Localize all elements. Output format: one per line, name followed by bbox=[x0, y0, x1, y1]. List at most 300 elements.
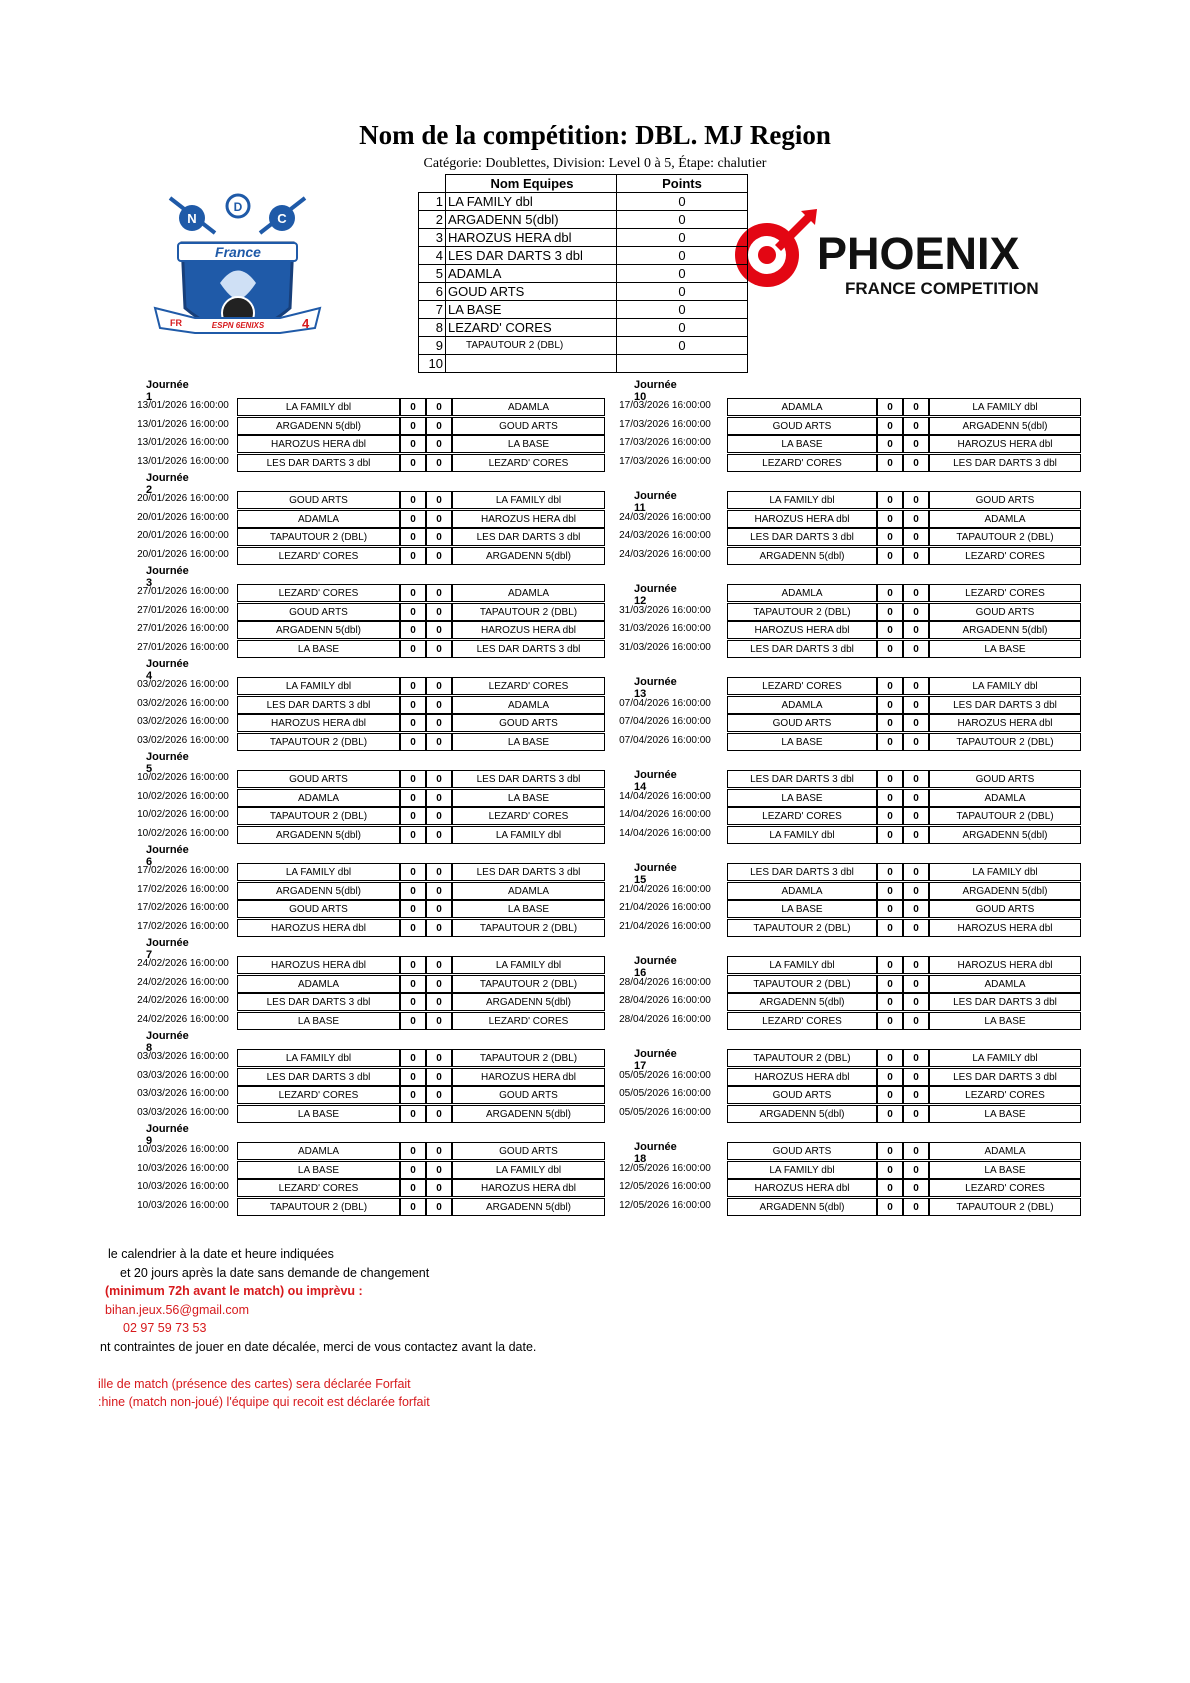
away-score[interactable]: 0 bbox=[903, 677, 929, 695]
away-team: GOUD ARTS bbox=[929, 900, 1081, 918]
away-team: GOUD ARTS bbox=[929, 603, 1081, 621]
away-score[interactable]: 0 bbox=[903, 1012, 929, 1030]
away-score[interactable]: 0 bbox=[426, 807, 452, 825]
away-score[interactable]: 0 bbox=[903, 1161, 929, 1179]
away-score[interactable]: 0 bbox=[426, 1198, 452, 1216]
standings-rank: 10 bbox=[419, 355, 446, 373]
home-score[interactable]: 0 bbox=[877, 993, 903, 1011]
home-team: GOUD ARTS bbox=[237, 900, 400, 918]
match-date: 03/03/2026 16:00:00 bbox=[137, 1069, 229, 1081]
away-score[interactable]: 0 bbox=[426, 789, 452, 807]
home-score[interactable]: 0 bbox=[877, 1012, 903, 1030]
phoenix-brand-text: PHOENIX bbox=[817, 228, 1020, 279]
home-team: GOUD ARTS bbox=[727, 417, 877, 435]
away-score[interactable]: 0 bbox=[426, 714, 452, 732]
svg-text:France: France bbox=[215, 244, 261, 260]
home-score[interactable]: 0 bbox=[400, 584, 426, 602]
away-team: GOUD ARTS bbox=[452, 1086, 605, 1104]
away-score[interactable]: 0 bbox=[426, 547, 452, 565]
away-score[interactable]: 0 bbox=[903, 1068, 929, 1086]
home-score[interactable]: 0 bbox=[400, 640, 426, 658]
home-team: ADAMLA bbox=[237, 1142, 400, 1160]
match-date: 10/02/2026 16:00:00 bbox=[137, 772, 229, 783]
home-score[interactable]: 0 bbox=[400, 863, 426, 881]
away-score[interactable]: 0 bbox=[426, 733, 452, 751]
away-score[interactable]: 0 bbox=[426, 1068, 452, 1086]
match-date: 10/02/2026 16:00:00 bbox=[137, 790, 229, 802]
away-team: ARGADENN 5(dbl) bbox=[929, 417, 1081, 435]
standings-points bbox=[617, 355, 748, 373]
away-score[interactable]: 0 bbox=[903, 1105, 929, 1123]
away-team: LA BASE bbox=[452, 733, 605, 751]
away-score[interactable]: 0 bbox=[426, 882, 452, 900]
match-row bbox=[237, 1105, 605, 1123]
match-row bbox=[727, 603, 1081, 621]
home-team: TAPAUTOUR 2 (DBL) bbox=[237, 528, 400, 546]
away-score[interactable]: 0 bbox=[426, 1179, 452, 1197]
standings-header-points: Points bbox=[617, 175, 748, 193]
home-score[interactable]: 0 bbox=[877, 621, 903, 639]
match-date: 13/01/2026 16:00:00 bbox=[137, 400, 229, 411]
match-date: 21/04/2026 16:00:00 bbox=[619, 902, 711, 914]
home-team: TAPAUTOUR 2 (DBL) bbox=[237, 733, 400, 751]
match-date: 03/02/2026 16:00:00 bbox=[137, 679, 229, 690]
home-score[interactable]: 0 bbox=[877, 770, 903, 788]
away-score[interactable]: 0 bbox=[903, 863, 929, 881]
match-row bbox=[727, 993, 1081, 1011]
standings-row bbox=[419, 265, 748, 283]
match-row bbox=[727, 882, 1081, 900]
match-row bbox=[237, 807, 605, 825]
away-score[interactable]: 0 bbox=[903, 603, 929, 621]
home-team: LA BASE bbox=[727, 435, 877, 453]
home-score[interactable]: 0 bbox=[877, 547, 903, 565]
home-score[interactable]: 0 bbox=[400, 1012, 426, 1030]
away-score[interactable]: 0 bbox=[426, 435, 452, 453]
home-team: ADAMLA bbox=[237, 789, 400, 807]
round-label: Journée 9 bbox=[146, 1123, 189, 1147]
match-date: 31/03/2026 16:00:00 bbox=[619, 641, 711, 653]
match-row bbox=[727, 491, 1081, 509]
match-row bbox=[237, 956, 605, 974]
away-score[interactable]: 0 bbox=[426, 900, 452, 918]
away-score[interactable]: 0 bbox=[426, 454, 452, 472]
standings-rank: 8 bbox=[419, 319, 446, 337]
away-team: LEZARD' CORES bbox=[929, 584, 1081, 602]
home-score[interactable]: 0 bbox=[400, 1086, 426, 1104]
away-team: ARGADENN 5(dbl) bbox=[452, 993, 605, 1011]
home-team: LA FAMILY dbl bbox=[237, 863, 400, 881]
away-score[interactable]: 0 bbox=[426, 863, 452, 881]
home-score[interactable]: 0 bbox=[877, 528, 903, 546]
home-score[interactable]: 0 bbox=[877, 677, 903, 695]
away-score[interactable]: 0 bbox=[426, 956, 452, 974]
home-team: LA FAMILY dbl bbox=[727, 826, 877, 844]
home-team: LA FAMILY dbl bbox=[727, 1161, 877, 1179]
standings-rank: 3 bbox=[419, 229, 446, 247]
home-score[interactable]: 0 bbox=[877, 919, 903, 937]
match-row bbox=[237, 528, 605, 546]
match-date: 14/04/2026 16:00:00 bbox=[619, 790, 711, 802]
home-score[interactable]: 0 bbox=[400, 975, 426, 993]
home-score[interactable]: 0 bbox=[400, 1068, 426, 1086]
match-row bbox=[237, 1086, 605, 1104]
standings-row bbox=[419, 211, 748, 229]
away-team: LEZARD' CORES bbox=[452, 677, 605, 695]
away-team: LA FAMILY dbl bbox=[452, 826, 605, 844]
match-date: 24/02/2026 16:00:00 bbox=[137, 1013, 229, 1025]
away-score[interactable]: 0 bbox=[426, 640, 452, 658]
home-score[interactable]: 0 bbox=[400, 733, 426, 751]
away-team: ADAMLA bbox=[452, 696, 605, 714]
home-score[interactable]: 0 bbox=[400, 993, 426, 1011]
away-score[interactable]: 0 bbox=[903, 714, 929, 732]
away-score[interactable]: 0 bbox=[426, 1142, 452, 1160]
away-score[interactable]: 0 bbox=[903, 919, 929, 937]
standings-row bbox=[419, 301, 748, 319]
away-score[interactable]: 0 bbox=[903, 640, 929, 658]
match-date: 05/05/2026 16:00:00 bbox=[619, 1088, 711, 1100]
away-score[interactable]: 0 bbox=[426, 510, 452, 528]
home-score[interactable]: 0 bbox=[400, 882, 426, 900]
away-score[interactable]: 0 bbox=[903, 1086, 929, 1104]
standings-team bbox=[446, 355, 617, 373]
home-score[interactable]: 0 bbox=[400, 1161, 426, 1179]
away-score[interactable]: 0 bbox=[903, 733, 929, 751]
away-score[interactable]: 0 bbox=[426, 528, 452, 546]
home-score[interactable]: 0 bbox=[877, 603, 903, 621]
standings-team: HAROZUS HERA dbl bbox=[446, 229, 617, 247]
home-score[interactable]: 0 bbox=[877, 1049, 903, 1067]
home-score[interactable]: 0 bbox=[400, 528, 426, 546]
away-score[interactable]: 0 bbox=[426, 696, 452, 714]
away-score[interactable]: 0 bbox=[903, 1049, 929, 1067]
note-line: bihan.jeux.56@gmail.com bbox=[105, 1302, 250, 1317]
standings-rank: 9 bbox=[419, 337, 446, 355]
away-score[interactable]: 0 bbox=[903, 491, 929, 509]
away-score[interactable]: 0 bbox=[903, 1142, 929, 1160]
away-score[interactable]: 0 bbox=[426, 975, 452, 993]
home-score[interactable]: 0 bbox=[400, 491, 426, 509]
standings-team: ADAMLA bbox=[446, 265, 617, 283]
away-score[interactable]: 0 bbox=[426, 1086, 452, 1104]
home-score[interactable]: 0 bbox=[877, 882, 903, 900]
away-team: HAROZUS HERA dbl bbox=[929, 919, 1081, 937]
home-team: LES DAR DARTS 3 dbl bbox=[727, 770, 877, 788]
home-team: LES DAR DARTS 3 dbl bbox=[237, 1068, 400, 1086]
home-score[interactable]: 0 bbox=[400, 826, 426, 844]
match-date: 28/04/2026 16:00:00 bbox=[619, 995, 711, 1007]
match-row bbox=[237, 417, 605, 435]
away-score[interactable]: 0 bbox=[426, 1105, 452, 1123]
home-score[interactable]: 0 bbox=[877, 1161, 903, 1179]
home-score[interactable]: 0 bbox=[400, 435, 426, 453]
home-score[interactable]: 0 bbox=[400, 789, 426, 807]
home-score[interactable]: 0 bbox=[877, 640, 903, 658]
away-team: ARGADENN 5(dbl) bbox=[929, 621, 1081, 639]
away-team: ADAMLA bbox=[929, 789, 1081, 807]
away-score[interactable]: 0 bbox=[903, 621, 929, 639]
home-score[interactable]: 0 bbox=[400, 398, 426, 416]
away-score[interactable]: 0 bbox=[426, 1161, 452, 1179]
match-date: 10/03/2026 16:00:00 bbox=[137, 1144, 229, 1155]
round-label: Journée 15 bbox=[634, 862, 677, 886]
away-team: LA FAMILY dbl bbox=[929, 863, 1081, 881]
away-score[interactable]: 0 bbox=[903, 547, 929, 565]
home-team: LES DAR DARTS 3 dbl bbox=[237, 696, 400, 714]
away-score[interactable]: 0 bbox=[426, 1049, 452, 1067]
note-line: nt contraintes de jouer en date décalée, merci de vous contactez avant la date. bbox=[100, 1339, 537, 1354]
round-label: Journée 11 bbox=[634, 490, 677, 514]
away-team: LA BASE bbox=[452, 435, 605, 453]
away-score[interactable]: 0 bbox=[903, 454, 929, 472]
away-score[interactable]: 0 bbox=[903, 417, 929, 435]
away-team: LA BASE bbox=[929, 1105, 1081, 1123]
match-row bbox=[237, 919, 605, 937]
match-row bbox=[237, 1179, 605, 1197]
match-date: 12/05/2026 16:00:00 bbox=[619, 1162, 711, 1174]
away-team: ARGADENN 5(dbl) bbox=[452, 1198, 605, 1216]
home-team: LEZARD' CORES bbox=[237, 1086, 400, 1104]
away-score[interactable]: 0 bbox=[903, 528, 929, 546]
standings-row bbox=[419, 247, 748, 265]
page-subtitle: Catégorie: Doublettes, Division: Level 0 à 5, Étape: chalutier bbox=[423, 156, 767, 171]
away-team: ARGADENN 5(dbl) bbox=[929, 826, 1081, 844]
home-score[interactable]: 0 bbox=[877, 510, 903, 528]
match-row bbox=[237, 770, 605, 788]
away-team: LES DAR DARTS 3 dbl bbox=[452, 528, 605, 546]
away-score[interactable]: 0 bbox=[426, 770, 452, 788]
match-date: 03/02/2026 16:00:00 bbox=[137, 716, 229, 728]
away-score[interactable]: 0 bbox=[903, 882, 929, 900]
away-score[interactable]: 0 bbox=[903, 956, 929, 974]
away-team: ARGADENN 5(dbl) bbox=[929, 882, 1081, 900]
home-score[interactable]: 0 bbox=[400, 1105, 426, 1123]
standings-table bbox=[418, 174, 748, 373]
match-date: 20/01/2026 16:00:00 bbox=[137, 511, 229, 523]
home-team: HAROZUS HERA dbl bbox=[237, 919, 400, 937]
match-date: 03/02/2026 16:00:00 bbox=[137, 734, 229, 746]
away-score[interactable]: 0 bbox=[426, 919, 452, 937]
home-score[interactable]: 0 bbox=[877, 454, 903, 472]
away-score[interactable]: 0 bbox=[903, 789, 929, 807]
away-score[interactable]: 0 bbox=[426, 603, 452, 621]
home-score[interactable]: 0 bbox=[400, 454, 426, 472]
away-team: LA BASE bbox=[929, 1161, 1081, 1179]
away-score[interactable]: 0 bbox=[903, 993, 929, 1011]
away-score[interactable]: 0 bbox=[903, 1198, 929, 1216]
match-row bbox=[727, 510, 1081, 528]
home-team: LES DAR DARTS 3 dbl bbox=[727, 640, 877, 658]
standings-header-team: Nom Equipes bbox=[446, 175, 617, 193]
home-team: GOUD ARTS bbox=[237, 603, 400, 621]
home-score[interactable]: 0 bbox=[400, 696, 426, 714]
home-team: LA BASE bbox=[237, 640, 400, 658]
match-date: 12/05/2026 16:00:00 bbox=[619, 1199, 711, 1211]
match-date: 14/04/2026 16:00:00 bbox=[619, 827, 711, 839]
home-score[interactable]: 0 bbox=[877, 1142, 903, 1160]
home-team: GOUD ARTS bbox=[727, 1142, 877, 1160]
home-score[interactable]: 0 bbox=[877, 863, 903, 881]
standings-team: LA FAMILY dbl bbox=[446, 193, 617, 211]
home-score[interactable]: 0 bbox=[877, 696, 903, 714]
away-team: TAPAUTOUR 2 (DBL) bbox=[929, 528, 1081, 546]
home-score[interactable]: 0 bbox=[400, 956, 426, 974]
home-team: ARGADENN 5(dbl) bbox=[237, 621, 400, 639]
home-team: GOUD ARTS bbox=[237, 491, 400, 509]
away-team: GOUD ARTS bbox=[452, 417, 605, 435]
away-team: HAROZUS HERA dbl bbox=[452, 1179, 605, 1197]
match-row bbox=[237, 863, 605, 881]
away-score[interactable]: 0 bbox=[426, 993, 452, 1011]
note-line: ille de match (présence des cartes) sera déclarée Forfait bbox=[98, 1376, 411, 1391]
home-team: LA BASE bbox=[237, 1105, 400, 1123]
round-label: Journée 17 bbox=[634, 1048, 677, 1072]
match-row bbox=[237, 584, 605, 602]
away-score[interactable]: 0 bbox=[903, 510, 929, 528]
home-score[interactable]: 0 bbox=[400, 807, 426, 825]
away-score[interactable]: 0 bbox=[426, 398, 452, 416]
home-team: ARGADENN 5(dbl) bbox=[727, 1105, 877, 1123]
standings-team: GOUD ARTS bbox=[446, 283, 617, 301]
match-row bbox=[237, 1012, 605, 1030]
match-date: 24/02/2026 16:00:00 bbox=[137, 958, 229, 969]
match-row bbox=[727, 1142, 1081, 1160]
home-score[interactable]: 0 bbox=[877, 491, 903, 509]
match-date: 27/01/2026 16:00:00 bbox=[137, 586, 229, 597]
match-row bbox=[727, 863, 1081, 881]
away-score[interactable]: 0 bbox=[903, 770, 929, 788]
home-score[interactable]: 0 bbox=[877, 900, 903, 918]
home-team: TAPAUTOUR 2 (DBL) bbox=[727, 919, 877, 937]
away-score[interactable]: 0 bbox=[903, 975, 929, 993]
match-row bbox=[727, 677, 1081, 695]
home-score[interactable]: 0 bbox=[877, 826, 903, 844]
home-score[interactable]: 0 bbox=[400, 1198, 426, 1216]
home-score[interactable]: 0 bbox=[400, 1142, 426, 1160]
away-score[interactable]: 0 bbox=[903, 1179, 929, 1197]
home-score[interactable]: 0 bbox=[400, 900, 426, 918]
standings-points: 0 bbox=[617, 247, 748, 265]
away-score[interactable]: 0 bbox=[426, 1012, 452, 1030]
standings-rank: 7 bbox=[419, 301, 446, 319]
note-line: le calendrier à la date et heure indiquées bbox=[108, 1247, 334, 1261]
home-team: TAPAUTOUR 2 (DBL) bbox=[237, 1198, 400, 1216]
home-score[interactable]: 0 bbox=[877, 733, 903, 751]
home-score[interactable]: 0 bbox=[400, 1049, 426, 1067]
note-line: et 20 jours après la date sans demande de changement bbox=[120, 1265, 430, 1280]
svg-text:4: 4 bbox=[302, 316, 310, 331]
away-score[interactable]: 0 bbox=[903, 826, 929, 844]
home-score[interactable]: 0 bbox=[877, 714, 903, 732]
away-team: TAPAUTOUR 2 (DBL) bbox=[452, 919, 605, 937]
away-team: LA BASE bbox=[929, 1012, 1081, 1030]
match-row bbox=[237, 640, 605, 658]
away-score[interactable]: 0 bbox=[426, 621, 452, 639]
away-team: LES DAR DARTS 3 dbl bbox=[452, 770, 605, 788]
match-date: 03/02/2026 16:00:00 bbox=[137, 697, 229, 709]
home-score[interactable]: 0 bbox=[400, 621, 426, 639]
home-score[interactable]: 0 bbox=[400, 547, 426, 565]
away-score[interactable]: 0 bbox=[903, 807, 929, 825]
away-score[interactable]: 0 bbox=[426, 417, 452, 435]
match-row bbox=[727, 398, 1081, 416]
match-row bbox=[727, 528, 1081, 546]
round-label: Journée 14 bbox=[634, 769, 677, 793]
home-score[interactable]: 0 bbox=[877, 956, 903, 974]
home-score[interactable]: 0 bbox=[400, 677, 426, 695]
match-row bbox=[237, 547, 605, 565]
home-score[interactable]: 0 bbox=[877, 1179, 903, 1197]
home-score[interactable]: 0 bbox=[877, 1105, 903, 1123]
home-score[interactable]: 0 bbox=[877, 975, 903, 993]
away-score[interactable]: 0 bbox=[903, 696, 929, 714]
home-score[interactable]: 0 bbox=[877, 584, 903, 602]
notes-section bbox=[98, 1247, 537, 1414]
match-row bbox=[237, 435, 605, 453]
match-date: 17/03/2026 16:00:00 bbox=[619, 400, 711, 411]
match-date: 20/01/2026 16:00:00 bbox=[137, 493, 229, 504]
home-score[interactable]: 0 bbox=[400, 603, 426, 621]
home-score[interactable]: 0 bbox=[877, 807, 903, 825]
home-score[interactable]: 0 bbox=[877, 1198, 903, 1216]
home-team: ARGADENN 5(dbl) bbox=[237, 826, 400, 844]
match-row bbox=[727, 789, 1081, 807]
home-team: LA BASE bbox=[237, 1012, 400, 1030]
home-score[interactable]: 0 bbox=[400, 919, 426, 937]
away-score[interactable]: 0 bbox=[903, 435, 929, 453]
away-score[interactable]: 0 bbox=[903, 584, 929, 602]
home-team: LA FAMILY dbl bbox=[727, 956, 877, 974]
home-score[interactable]: 0 bbox=[877, 1068, 903, 1086]
home-score[interactable]: 0 bbox=[877, 398, 903, 416]
home-score[interactable]: 0 bbox=[877, 1086, 903, 1104]
away-team: ADAMLA bbox=[929, 975, 1081, 993]
away-score[interactable]: 0 bbox=[426, 491, 452, 509]
match-row bbox=[727, 417, 1081, 435]
match-date: 21/04/2026 16:00:00 bbox=[619, 920, 711, 932]
away-team: TAPAUTOUR 2 (DBL) bbox=[452, 603, 605, 621]
match-date: 13/01/2026 16:00:00 bbox=[137, 455, 229, 467]
home-score[interactable]: 0 bbox=[877, 789, 903, 807]
away-team: LEZARD' CORES bbox=[452, 807, 605, 825]
match-row bbox=[237, 900, 605, 918]
home-score[interactable]: 0 bbox=[400, 1179, 426, 1197]
round-label: Journée 12 bbox=[634, 583, 677, 607]
home-team: GOUD ARTS bbox=[237, 770, 400, 788]
away-score[interactable]: 0 bbox=[903, 900, 929, 918]
away-score[interactable]: 0 bbox=[426, 826, 452, 844]
away-team: LA FAMILY dbl bbox=[452, 1161, 605, 1179]
match-date: 27/01/2026 16:00:00 bbox=[137, 641, 229, 653]
away-score[interactable]: 0 bbox=[426, 677, 452, 695]
match-date: 03/03/2026 16:00:00 bbox=[137, 1051, 229, 1062]
match-row bbox=[727, 714, 1081, 732]
match-row bbox=[237, 789, 605, 807]
home-score[interactable]: 0 bbox=[400, 714, 426, 732]
standings-team: LES DAR DARTS 3 dbl bbox=[446, 247, 617, 265]
home-team: ADAMLA bbox=[727, 696, 877, 714]
home-score[interactable]: 0 bbox=[877, 417, 903, 435]
home-score[interactable]: 0 bbox=[877, 435, 903, 453]
home-score[interactable]: 0 bbox=[400, 770, 426, 788]
away-score[interactable]: 0 bbox=[903, 398, 929, 416]
match-date: 20/01/2026 16:00:00 bbox=[137, 530, 229, 542]
home-score[interactable]: 0 bbox=[400, 510, 426, 528]
home-score[interactable]: 0 bbox=[400, 417, 426, 435]
match-row bbox=[237, 975, 605, 993]
away-score[interactable]: 0 bbox=[426, 584, 452, 602]
